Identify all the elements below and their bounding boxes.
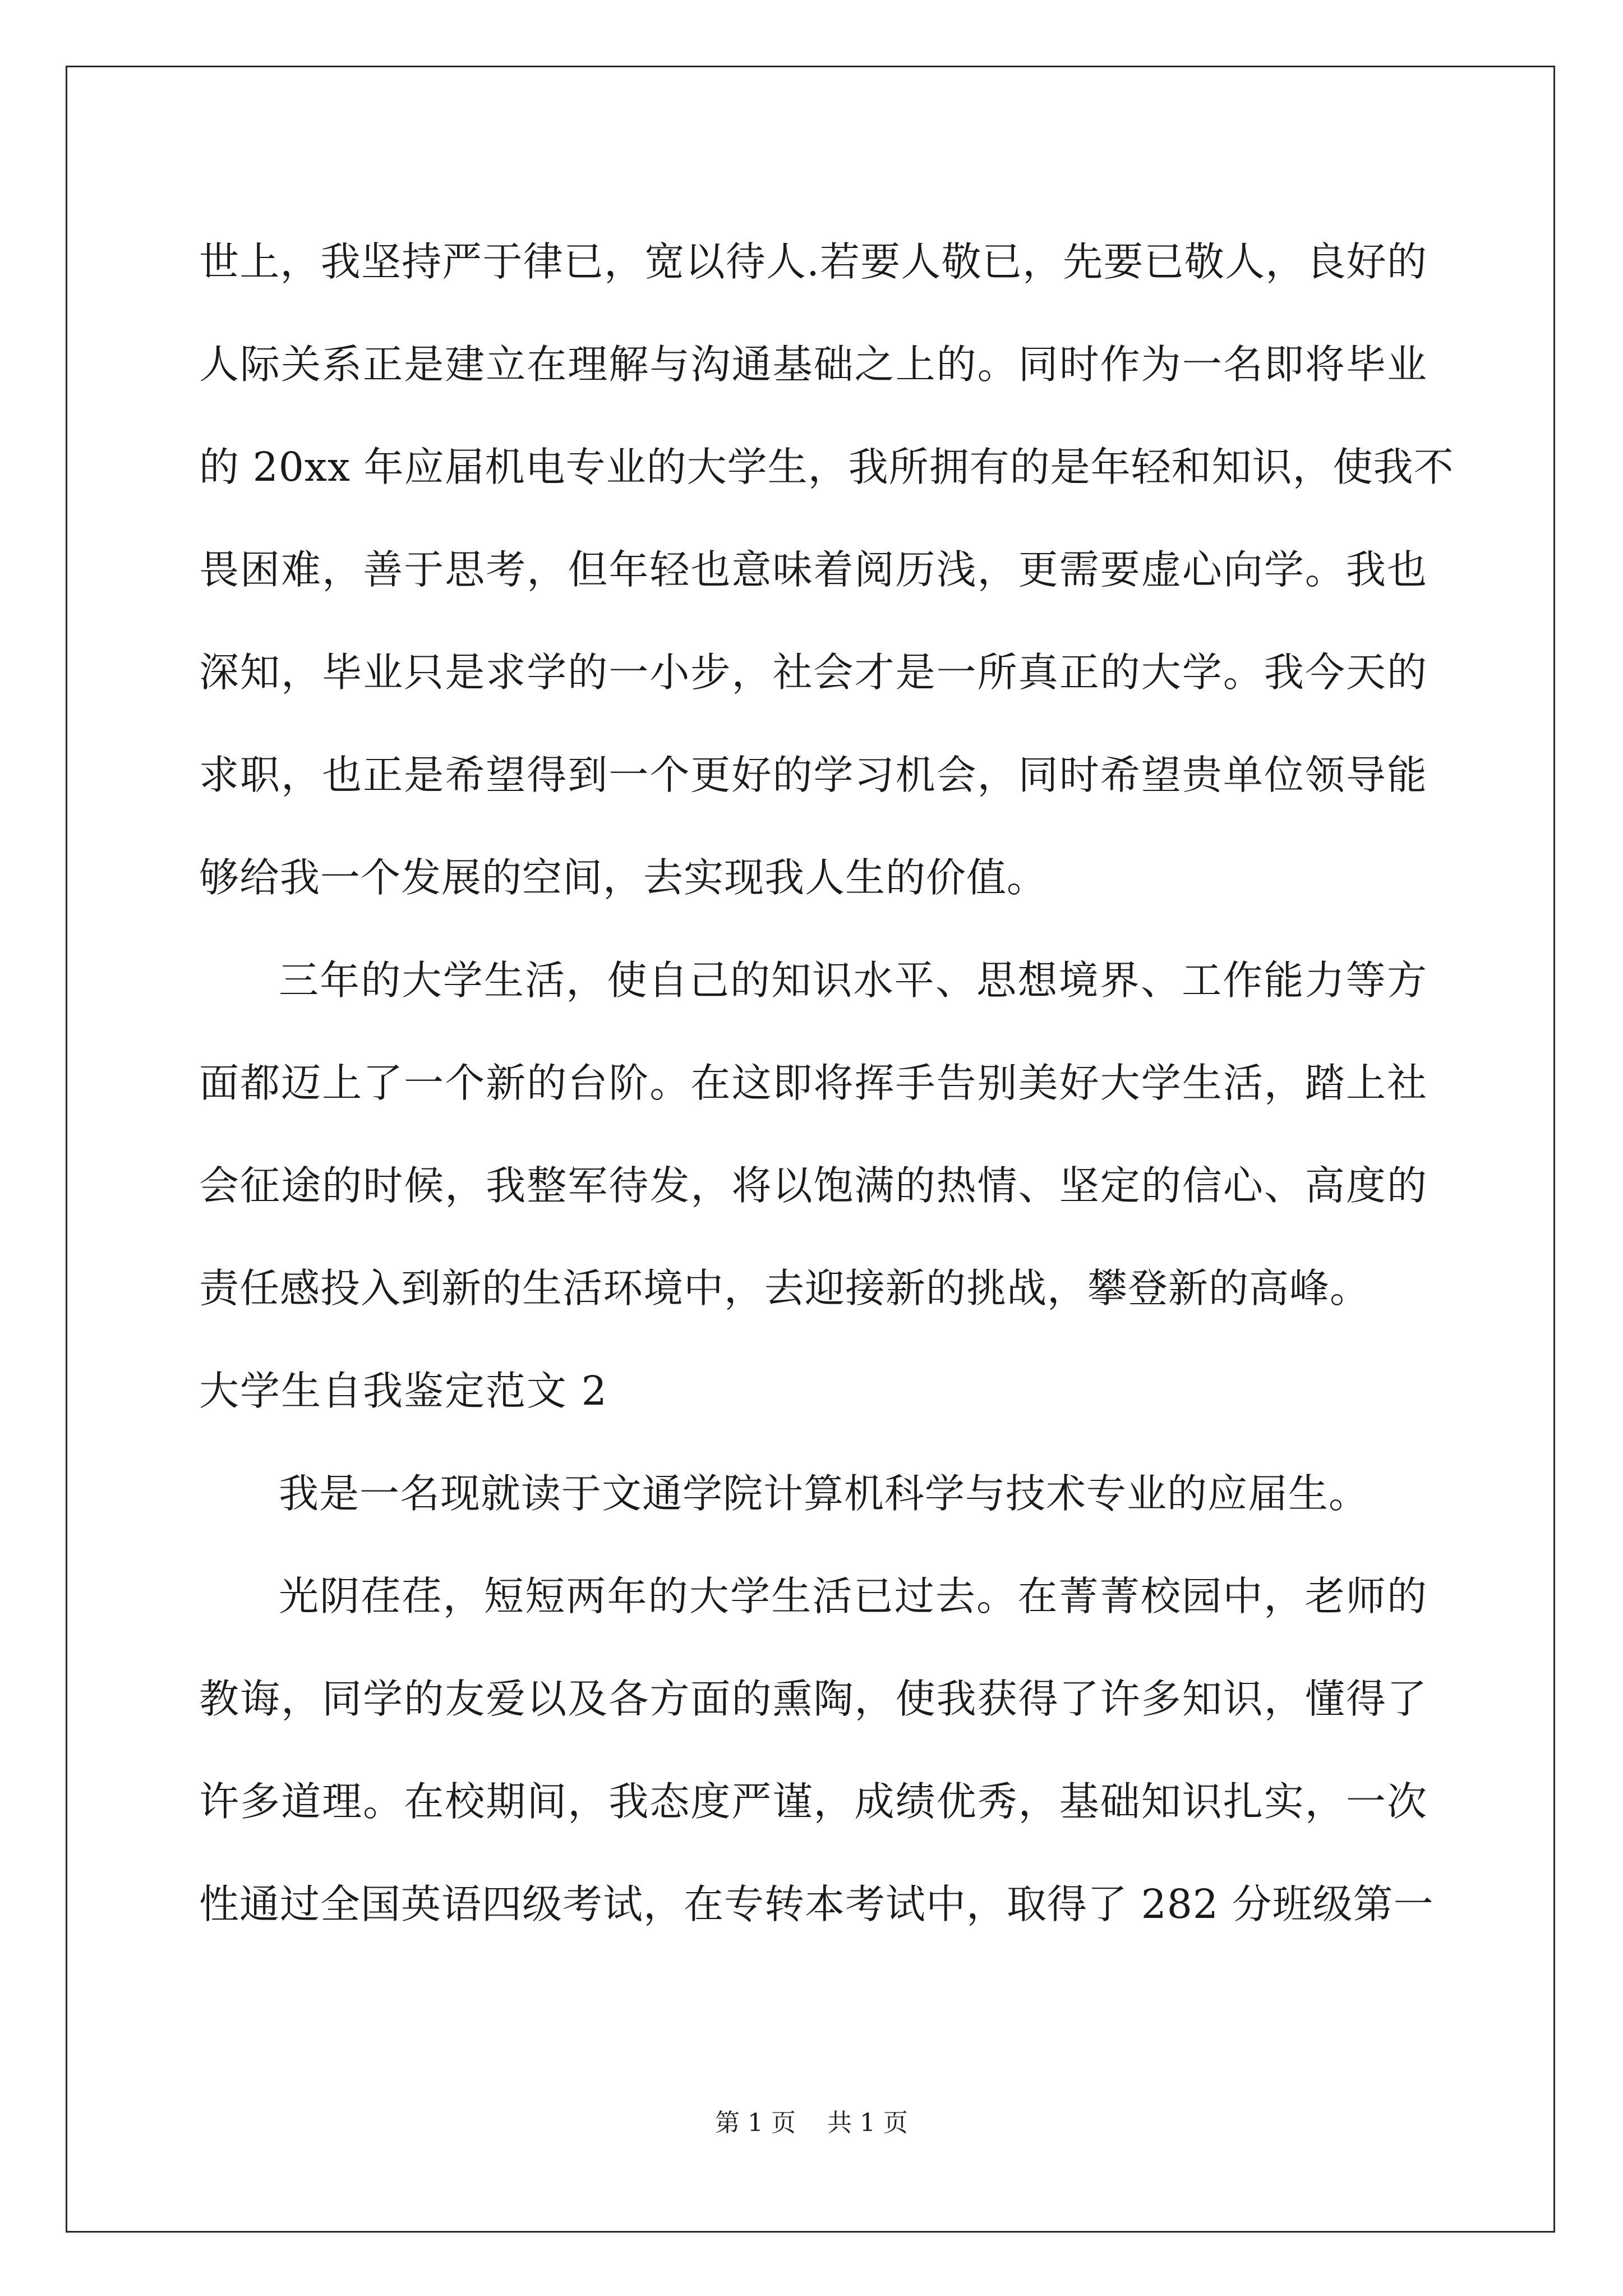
document-body — [199, 210, 1454, 1955]
section-heading: 大学生自我鉴定范文 2 — [199, 1368, 608, 1414]
text-line: 会征途的时候，我整军待发，将以饱满的热情、坚定的信心、高度的 — [199, 1162, 1427, 1209]
text-line: 畏困难，善于思考，但年轻也意味着阅历浅，更需要虚心向学。我也 — [199, 546, 1427, 593]
text-line: 光阴荏荏，短短两年的大学生活已过去。在菁菁校园中，老师的 — [279, 1573, 1427, 1619]
text-line: 求职，也正是希望得到一个更好的学习机会，同时希望贵单位领导能 — [199, 752, 1427, 798]
text-line: 人际关系正是建立在理解与沟通基础之上的。同时作为一名即将毕业 — [199, 341, 1427, 388]
text-line: 面都迈上了一个新的台阶。在这即将挥手告别美好大学生活，踏上社 — [199, 1060, 1427, 1106]
text-line: 责任感投入到新的生活环境中，去迎接新的挑战，攀登新的高峰。 — [199, 1265, 1371, 1312]
text-line: 教诲，同学的友爱以及各方面的熏陶，使我获得了许多知识，懂得了 — [199, 1676, 1427, 1722]
page-number-footer: 第 1 页 共 1 页 — [715, 2109, 908, 2137]
text-line: 世上，我坚持严于律已，宽以待人.若要人敬已，先要已敬人，良好的 — [199, 238, 1427, 285]
text-line: 三年的大学生活，使自己的知识水平、思想境界、工作能力等方 — [279, 957, 1427, 1004]
text-line: 深知，毕业只是求学的一小步，社会才是一所真正的大学。我今天的 — [199, 649, 1427, 696]
text-line: 性通过全国英语四级考试，在专转本考试中，取得了 282 分班级第一 — [199, 1881, 1434, 1927]
text-line: 够给我一个发展的空间，去实现我人生的价值。 — [199, 854, 1048, 901]
text-line: 许多道理。在校期间，我态度严谨，成绩优秀，基础知识扎实，一次 — [199, 1778, 1427, 1825]
text-line: 的 20xx 年应届机电专业的大学生，我所拥有的是年轻和知识，使我不 — [199, 444, 1454, 490]
text-line: 我是一名现就读于文通学院计算机科学与技术专业的应届生。 — [279, 1470, 1370, 1517]
